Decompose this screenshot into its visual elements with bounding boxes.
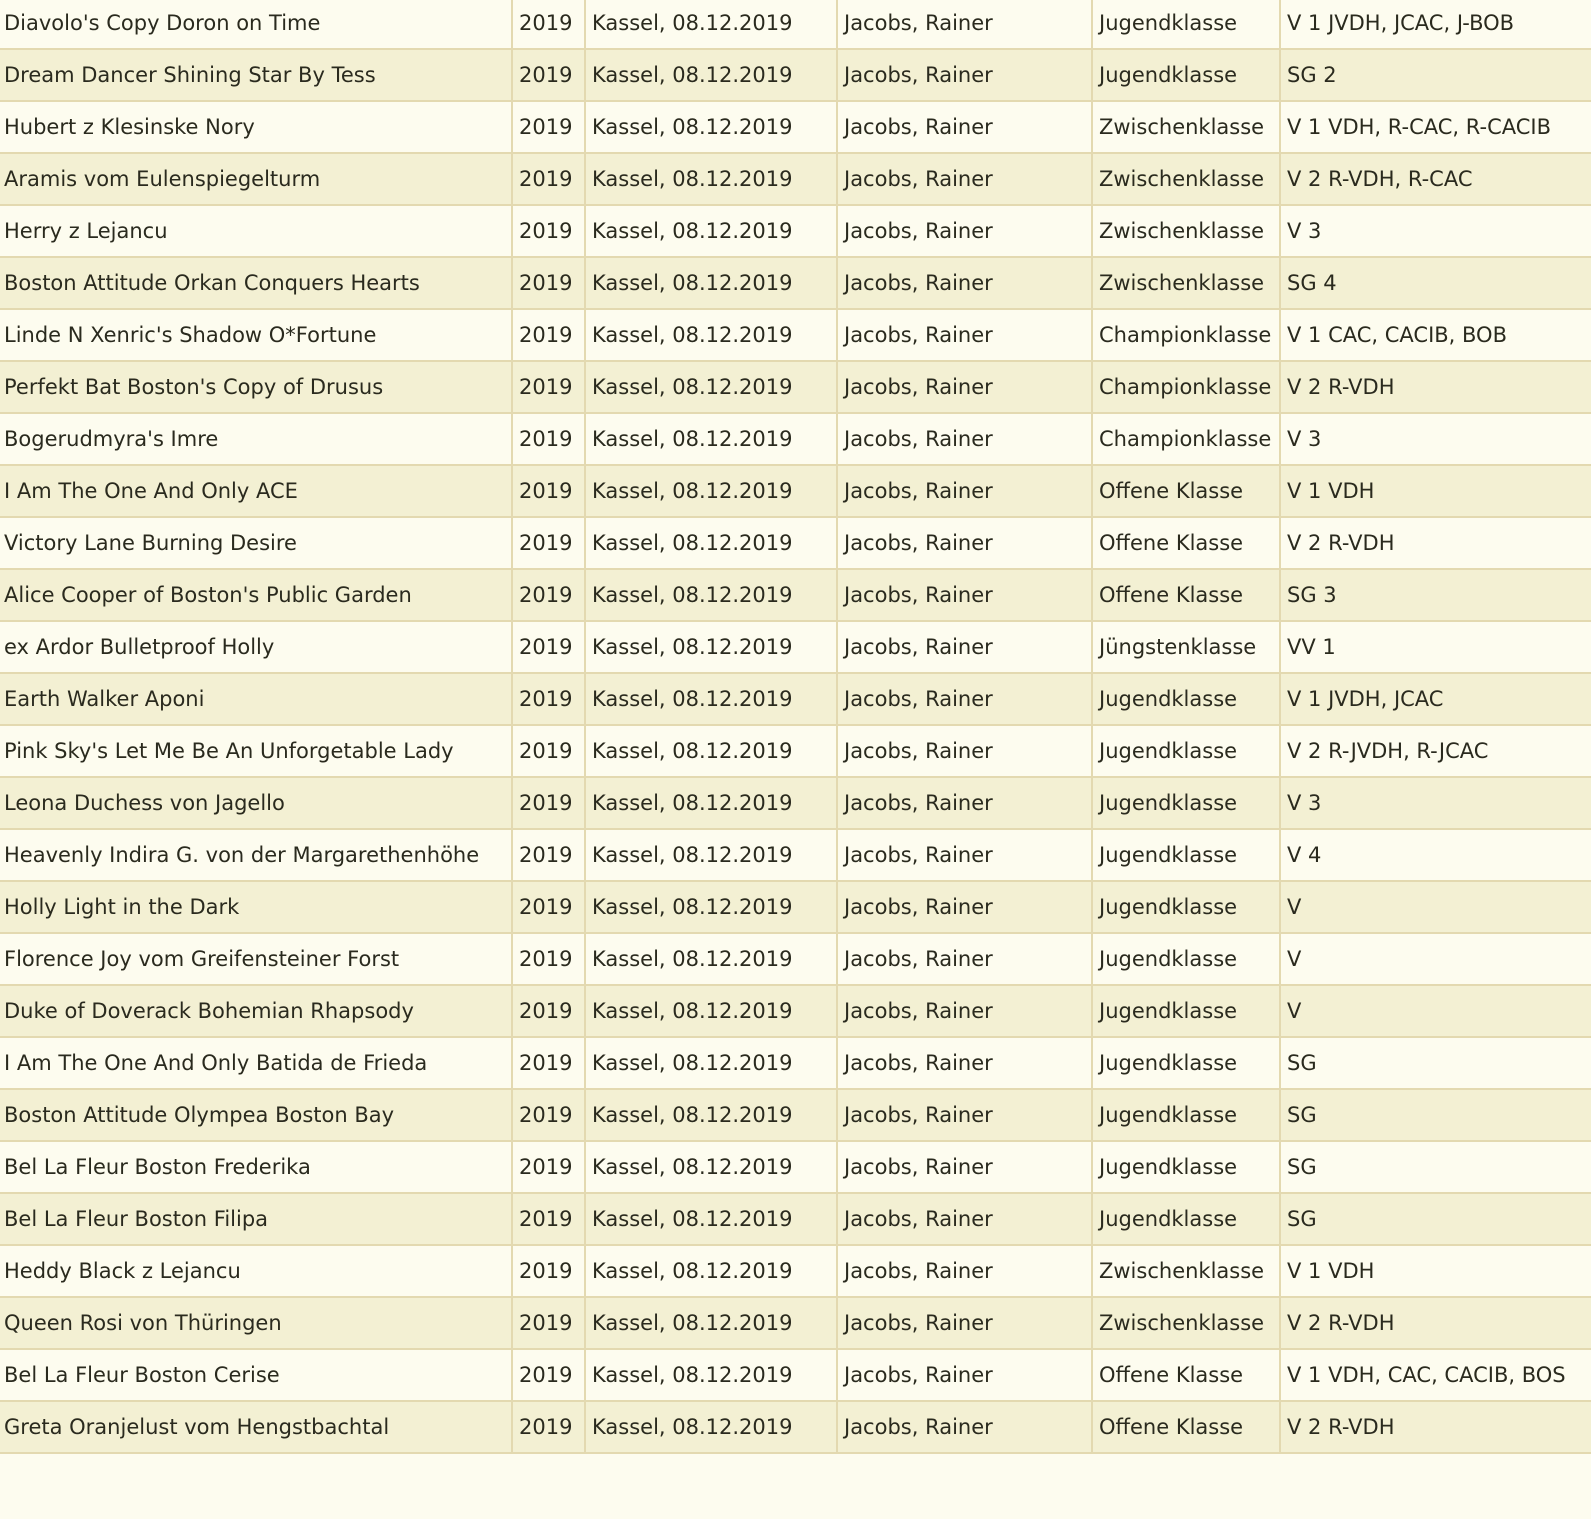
award-cell: SG 2 xyxy=(1280,49,1591,101)
judge-cell: Jacobs, Rainer xyxy=(837,413,1092,465)
year-cell: 2019 xyxy=(512,205,585,257)
year-cell: 2019 xyxy=(512,465,585,517)
class-cell: Jugendklasse xyxy=(1092,985,1280,1037)
show-cell: Kassel, 08.12.2019 xyxy=(585,49,837,101)
dog-name-cell: Queen Rosi von Thüringen xyxy=(0,1297,512,1349)
year-cell: 2019 xyxy=(512,985,585,1037)
year-cell: 2019 xyxy=(512,621,585,673)
class-cell: Jugendklasse xyxy=(1092,881,1280,933)
judge-cell: Jacobs, Rainer xyxy=(837,673,1092,725)
show-cell: Kassel, 08.12.2019 xyxy=(585,413,837,465)
dog-name-cell: Greta Oranjelust vom Hengstbachtal xyxy=(0,1401,512,1453)
award-cell: V 2 R-VDH xyxy=(1280,1297,1591,1349)
table-row xyxy=(0,673,1591,725)
show-cell: Kassel, 08.12.2019 xyxy=(585,569,837,621)
judge-cell: Jacobs, Rainer xyxy=(837,465,1092,517)
show-cell: Kassel, 08.12.2019 xyxy=(585,517,837,569)
class-cell: Jugendklasse xyxy=(1092,777,1280,829)
show-cell: Kassel, 08.12.2019 xyxy=(585,1349,837,1401)
dog-name-cell: Heavenly Indira G. von der Margarethenhöhe xyxy=(0,829,512,881)
award-cell: V 2 R-VDH, R-CAC xyxy=(1280,153,1591,205)
table-row xyxy=(0,361,1591,413)
table-row xyxy=(0,933,1591,985)
show-cell: Kassel, 08.12.2019 xyxy=(585,881,837,933)
class-cell: Zwischenklasse xyxy=(1092,101,1280,153)
judge-cell: Jacobs, Rainer xyxy=(837,1245,1092,1297)
show-cell: Kassel, 08.12.2019 xyxy=(585,465,837,517)
year-cell: 2019 xyxy=(512,933,585,985)
class-cell: Offene Klasse xyxy=(1092,465,1280,517)
judge-cell: Jacobs, Rainer xyxy=(837,517,1092,569)
show-cell: Kassel, 08.12.2019 xyxy=(585,621,837,673)
show-cell: Kassel, 08.12.2019 xyxy=(585,725,837,777)
show-cell: Kassel, 08.12.2019 xyxy=(585,1297,837,1349)
show-cell: Kassel, 08.12.2019 xyxy=(585,1401,837,1453)
judge-cell: Jacobs, Rainer xyxy=(837,1193,1092,1245)
table-row xyxy=(0,1349,1591,1401)
class-cell: Offene Klasse xyxy=(1092,517,1280,569)
award-cell: V 2 R-VDH xyxy=(1280,361,1591,413)
show-cell: Kassel, 08.12.2019 xyxy=(585,1141,837,1193)
award-cell: V 1 VDH xyxy=(1280,465,1591,517)
judge-cell: Jacobs, Rainer xyxy=(837,829,1092,881)
year-cell: 2019 xyxy=(512,0,585,49)
year-cell: 2019 xyxy=(512,1349,585,1401)
class-cell: Jugendklasse xyxy=(1092,933,1280,985)
show-cell: Kassel, 08.12.2019 xyxy=(585,101,837,153)
table-row xyxy=(0,413,1591,465)
table-row xyxy=(0,985,1591,1037)
award-cell: V 1 VDH, R-CAC, R-CACIB xyxy=(1280,101,1591,153)
table-row xyxy=(0,569,1591,621)
dog-name-cell: Leona Duchess von Jagello xyxy=(0,777,512,829)
year-cell: 2019 xyxy=(512,1401,585,1453)
judge-cell: Jacobs, Rainer xyxy=(837,49,1092,101)
year-cell: 2019 xyxy=(512,309,585,361)
table-row xyxy=(0,465,1591,517)
award-cell: V xyxy=(1280,881,1591,933)
dog-name-cell: ex Ardor Bulletproof Holly xyxy=(0,621,512,673)
award-cell: V 3 xyxy=(1280,413,1591,465)
show-cell: Kassel, 08.12.2019 xyxy=(585,829,837,881)
table-row xyxy=(0,517,1591,569)
class-cell: Jugendklasse xyxy=(1092,1193,1280,1245)
show-cell: Kassel, 08.12.2019 xyxy=(585,1245,837,1297)
year-cell: 2019 xyxy=(512,1089,585,1141)
dog-name-cell: Bel La Fleur Boston Filipa xyxy=(0,1193,512,1245)
dog-name-cell: Herry z Lejancu xyxy=(0,205,512,257)
dog-name-cell: Pink Sky's Let Me Be An Unforgetable Lady xyxy=(0,725,512,777)
year-cell: 2019 xyxy=(512,725,585,777)
class-cell: Zwischenklasse xyxy=(1092,257,1280,309)
award-cell: V 4 xyxy=(1280,829,1591,881)
year-cell: 2019 xyxy=(512,517,585,569)
class-cell: Jugendklasse xyxy=(1092,1141,1280,1193)
judge-cell: Jacobs, Rainer xyxy=(837,621,1092,673)
dog-name-cell: Victory Lane Burning Desire xyxy=(0,517,512,569)
show-cell: Kassel, 08.12.2019 xyxy=(585,1037,837,1089)
table-row xyxy=(0,1037,1591,1089)
year-cell: 2019 xyxy=(512,49,585,101)
table-row xyxy=(0,1141,1591,1193)
award-cell: V 2 R-JVDH, R-JCAC xyxy=(1280,725,1591,777)
table-row xyxy=(0,309,1591,361)
class-cell: Zwischenklasse xyxy=(1092,1245,1280,1297)
dog-name-cell: Bel La Fleur Boston Cerise xyxy=(0,1349,512,1401)
award-cell: VV 1 xyxy=(1280,621,1591,673)
judge-cell: Jacobs, Rainer xyxy=(837,153,1092,205)
judge-cell: Jacobs, Rainer xyxy=(837,569,1092,621)
class-cell: Jugendklasse xyxy=(1092,829,1280,881)
award-cell: SG xyxy=(1280,1037,1591,1089)
year-cell: 2019 xyxy=(512,673,585,725)
award-cell: V 3 xyxy=(1280,777,1591,829)
class-cell: Jugendklasse xyxy=(1092,725,1280,777)
table-row xyxy=(0,725,1591,777)
table-row xyxy=(0,153,1591,205)
year-cell: 2019 xyxy=(512,257,585,309)
year-cell: 2019 xyxy=(512,1037,585,1089)
judge-cell: Jacobs, Rainer xyxy=(837,985,1092,1037)
dog-name-cell: Bogerudmyra's Imre xyxy=(0,413,512,465)
show-cell: Kassel, 08.12.2019 xyxy=(585,205,837,257)
table-row xyxy=(0,1193,1591,1245)
year-cell: 2019 xyxy=(512,881,585,933)
judge-cell: Jacobs, Rainer xyxy=(837,777,1092,829)
class-cell: Championklasse xyxy=(1092,413,1280,465)
class-cell: Offene Klasse xyxy=(1092,569,1280,621)
dog-name-cell: I Am The One And Only Batida de Frieda xyxy=(0,1037,512,1089)
judge-cell: Jacobs, Rainer xyxy=(837,205,1092,257)
show-cell: Kassel, 08.12.2019 xyxy=(585,1193,837,1245)
judge-cell: Jacobs, Rainer xyxy=(837,933,1092,985)
dog-name-cell: Heddy Black z Lejancu xyxy=(0,1245,512,1297)
table-row xyxy=(0,101,1591,153)
year-cell: 2019 xyxy=(512,829,585,881)
dog-name-cell: Aramis vom Eulenspiegelturm xyxy=(0,153,512,205)
show-cell: Kassel, 08.12.2019 xyxy=(585,0,837,49)
show-cell: Kassel, 08.12.2019 xyxy=(585,985,837,1037)
dog-name-cell: Holly Light in the Dark xyxy=(0,881,512,933)
dog-name-cell: Earth Walker Aponi xyxy=(0,673,512,725)
judge-cell: Jacobs, Rainer xyxy=(837,881,1092,933)
table-row xyxy=(0,777,1591,829)
award-cell: V 1 CAC, CACIB, BOB xyxy=(1280,309,1591,361)
dog-name-cell: Perfekt Bat Boston's Copy of Drusus xyxy=(0,361,512,413)
award-cell: V xyxy=(1280,933,1591,985)
class-cell: Jugendklasse xyxy=(1092,1037,1280,1089)
show-cell: Kassel, 08.12.2019 xyxy=(585,673,837,725)
award-cell: V 1 JVDH, JCAC, J-BOB xyxy=(1280,0,1591,49)
judge-cell: Jacobs, Rainer xyxy=(837,1297,1092,1349)
class-cell: Jugendklasse xyxy=(1092,0,1280,49)
dog-name-cell: Alice Cooper of Boston's Public Garden xyxy=(0,569,512,621)
award-cell: SG 3 xyxy=(1280,569,1591,621)
show-cell: Kassel, 08.12.2019 xyxy=(585,257,837,309)
dog-name-cell: Dream Dancer Shining Star By Tess xyxy=(0,49,512,101)
show-cell: Kassel, 08.12.2019 xyxy=(585,309,837,361)
show-cell: Kassel, 08.12.2019 xyxy=(585,933,837,985)
table-row xyxy=(0,1297,1591,1349)
table-row xyxy=(0,1245,1591,1297)
award-cell: V 1 VDH, CAC, CACIB, BOS xyxy=(1280,1349,1591,1401)
year-cell: 2019 xyxy=(512,361,585,413)
year-cell: 2019 xyxy=(512,153,585,205)
class-cell: Offene Klasse xyxy=(1092,1349,1280,1401)
class-cell: Championklasse xyxy=(1092,309,1280,361)
class-cell: Offene Klasse xyxy=(1092,1401,1280,1453)
award-cell: SG xyxy=(1280,1193,1591,1245)
award-cell: V 1 JVDH, JCAC xyxy=(1280,673,1591,725)
year-cell: 2019 xyxy=(512,1245,585,1297)
year-cell: 2019 xyxy=(512,413,585,465)
class-cell: Jüngstenklasse xyxy=(1092,621,1280,673)
table-row xyxy=(0,621,1591,673)
class-cell: Championklasse xyxy=(1092,361,1280,413)
class-cell: Jugendklasse xyxy=(1092,49,1280,101)
show-cell: Kassel, 08.12.2019 xyxy=(585,777,837,829)
dog-name-cell: Boston Attitude Orkan Conquers Hearts xyxy=(0,257,512,309)
judge-cell: Jacobs, Rainer xyxy=(837,1349,1092,1401)
table-row xyxy=(0,1089,1591,1141)
judge-cell: Jacobs, Rainer xyxy=(837,257,1092,309)
dog-name-cell: Duke of Doverack Bohemian Rhapsody xyxy=(0,985,512,1037)
table-row xyxy=(0,205,1591,257)
judge-cell: Jacobs, Rainer xyxy=(837,1141,1092,1193)
award-cell: V xyxy=(1280,985,1591,1037)
class-cell: Zwischenklasse xyxy=(1092,153,1280,205)
dog-name-cell: Florence Joy vom Greifensteiner Forst xyxy=(0,933,512,985)
year-cell: 2019 xyxy=(512,569,585,621)
show-cell: Kassel, 08.12.2019 xyxy=(585,361,837,413)
judge-cell: Jacobs, Rainer xyxy=(837,361,1092,413)
class-cell: Zwischenklasse xyxy=(1092,205,1280,257)
judge-cell: Jacobs, Rainer xyxy=(837,1037,1092,1089)
class-cell: Jugendklasse xyxy=(1092,673,1280,725)
show-cell: Kassel, 08.12.2019 xyxy=(585,1089,837,1141)
award-cell: SG 4 xyxy=(1280,257,1591,309)
year-cell: 2019 xyxy=(512,1297,585,1349)
award-cell: V 3 xyxy=(1280,205,1591,257)
class-cell: Zwischenklasse xyxy=(1092,1297,1280,1349)
judge-cell: Jacobs, Rainer xyxy=(837,1401,1092,1453)
table-row xyxy=(0,49,1591,101)
table-row xyxy=(0,1401,1591,1453)
award-cell: SG xyxy=(1280,1089,1591,1141)
dog-name-cell: Bel La Fleur Boston Frederika xyxy=(0,1141,512,1193)
award-cell: V 2 R-VDH xyxy=(1280,517,1591,569)
award-cell: SG xyxy=(1280,1141,1591,1193)
table-row xyxy=(0,881,1591,933)
dog-name-cell: Linde N Xenric's Shadow O*Fortune xyxy=(0,309,512,361)
dog-name-cell: Boston Attitude Olympea Boston Bay xyxy=(0,1089,512,1141)
table-row xyxy=(0,0,1591,49)
judge-cell: Jacobs, Rainer xyxy=(837,1089,1092,1141)
year-cell: 2019 xyxy=(512,1141,585,1193)
year-cell: 2019 xyxy=(512,777,585,829)
year-cell: 2019 xyxy=(512,1193,585,1245)
dog-name-cell: I Am The One And Only ACE xyxy=(0,465,512,517)
year-cell: 2019 xyxy=(512,101,585,153)
judge-cell: Jacobs, Rainer xyxy=(837,101,1092,153)
judge-cell: Jacobs, Rainer xyxy=(837,725,1092,777)
judge-cell: Jacobs, Rainer xyxy=(837,0,1092,49)
show-cell: Kassel, 08.12.2019 xyxy=(585,153,837,205)
award-cell: V 1 VDH xyxy=(1280,1245,1591,1297)
judge-cell: Jacobs, Rainer xyxy=(837,309,1092,361)
class-cell: Jugendklasse xyxy=(1092,1089,1280,1141)
award-cell: V 2 R-VDH xyxy=(1280,1401,1591,1453)
dog-name-cell: Hubert z Klesinske Nory xyxy=(0,101,512,153)
table-row xyxy=(0,257,1591,309)
table-row xyxy=(0,829,1591,881)
dog-name-cell: Diavolo's Copy Doron on Time xyxy=(0,0,512,49)
